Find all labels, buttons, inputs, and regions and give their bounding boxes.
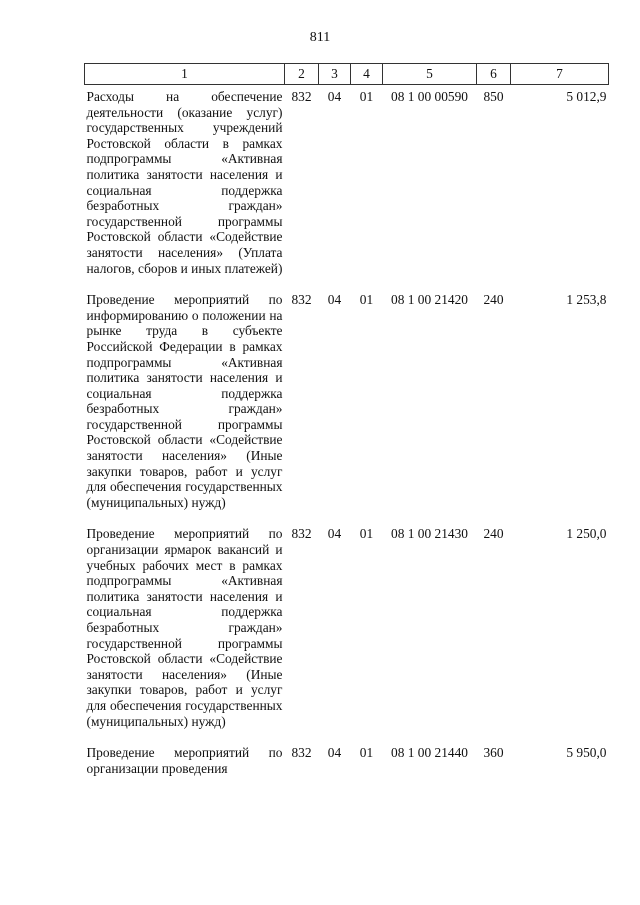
row-admin-code: 832 — [291, 526, 312, 542]
row-expense-type-code: 850 — [483, 89, 504, 104]
row-description: Проведение мероприятий по организации ярмарок вакансий и учебных рабочих мест в рамках подпрограммы «Активная политика занятости населения и социальная поддержка безработных граждан» государственной программы Ростовской области «Содействие занятости населения» (Иные закупки товаров, работ и услуг для обеспечения государственных (муниципальных) нужд) — [86, 526, 283, 729]
row-admin-code: 832 — [291, 745, 312, 761]
row-amount: 1 250,0 — [566, 526, 607, 542]
table-row — [85, 741, 609, 789]
row-admin-code: 832 — [291, 89, 312, 104]
row-description-text: Проведение мероприятий по организации проведения — [86, 745, 283, 776]
row-section-code: 04 — [327, 745, 342, 761]
row-subsection-code: 01 — [359, 292, 374, 308]
row-subsection-code: 01 — [359, 89, 374, 104]
page-number: 811 — [309, 30, 331, 45]
column-header-7: 7 — [511, 64, 609, 85]
row-target-code: 08 1 00 21420 — [391, 292, 468, 308]
row-target-code: 08 1 00 21430 — [391, 526, 468, 542]
row-description: Проведение мероприятий по информированию о положении на рынке труда в субъекте Российской Федерации в рамках подпрограммы «Активная политика занятости населения и социальная поддержка безработных граждан» государственной программы Ростовской области «Содействие занятости населения» (Иные закупки товаров, работ и услуг для обеспечения государственных (муниципальных) нужд) — [86, 292, 283, 510]
row-section-code: 04 — [327, 89, 342, 104]
row-expense-type-code: 360 — [483, 745, 504, 761]
column-header-3: 3 — [319, 64, 351, 85]
row-description: Расходы на обеспечение деятельности (оказание услуг) государственных учреждений Ростовской области в рамках подпрограммы «Активная политика занятости населения и социальная поддержка безработных граждан» государственной программы Ростовской области «Содействие занятости населения» (Уплата налогов, сборов и иных платежей) — [86, 89, 283, 276]
column-header-4: 4 — [351, 64, 383, 85]
row-amount: 5 012,9 — [566, 89, 607, 104]
row-section-code: 04 — [327, 292, 342, 308]
column-header-2: 2 — [285, 64, 319, 85]
row-amount: 5 950,0 — [566, 745, 607, 761]
row-target-code: 08 1 00 21440 — [391, 745, 468, 761]
table-row — [85, 85, 609, 289]
row-expense-type-code: 240 — [483, 292, 504, 308]
table-row — [85, 522, 609, 741]
row-section-code: 04 — [327, 526, 342, 542]
budget-table — [84, 63, 609, 789]
table-header-row — [85, 64, 609, 85]
row-subsection-code: 01 — [359, 745, 374, 761]
row-admin-code: 832 — [291, 292, 312, 308]
column-header-1: 1 — [85, 64, 285, 85]
column-header-6: 6 — [477, 64, 511, 85]
row-target-code: 08 1 00 00590 — [391, 89, 468, 104]
column-header-5: 5 — [383, 64, 477, 85]
table-row — [85, 288, 609, 522]
row-subsection-code: 01 — [359, 526, 374, 542]
row-amount: 1 253,8 — [566, 292, 607, 308]
row-expense-type-code: 240 — [483, 526, 504, 542]
row-description — [85, 741, 285, 789]
